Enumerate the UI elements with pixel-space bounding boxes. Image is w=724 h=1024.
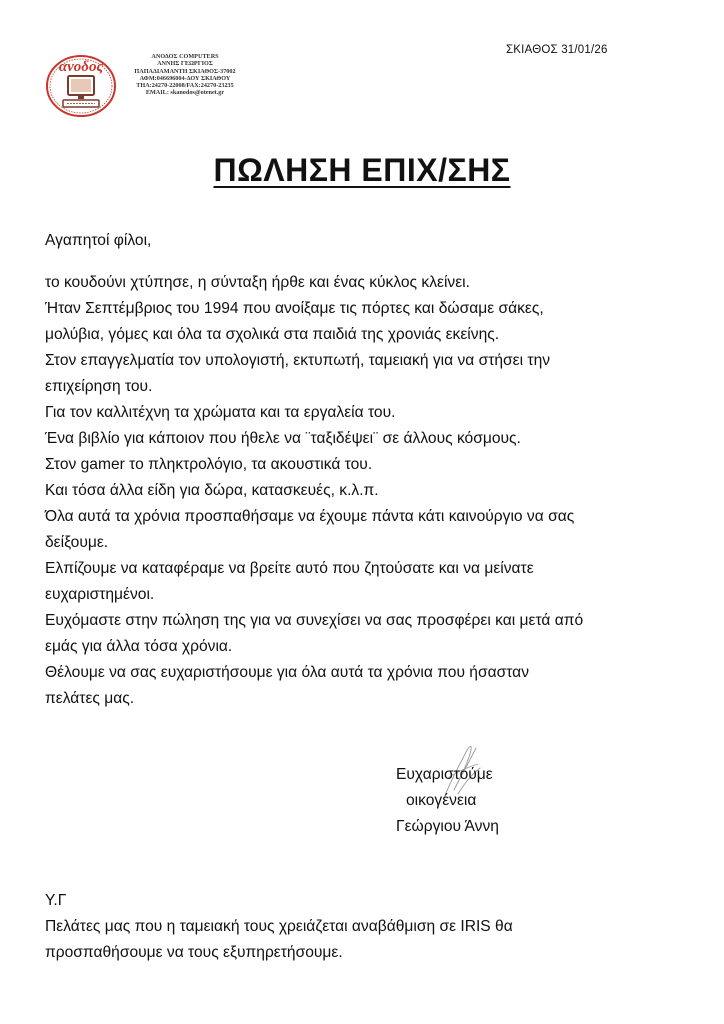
body-line: Όλα αυτά τα χρόνια προσπαθήσαμε να έχουμε πάντα κάτι καινούργιο να σας <box>45 508 575 525</box>
body-line: Ελπίζουμε να καταφέραμε να βρείτε αυτό που ζητούσατε και να μείνατε <box>45 560 534 577</box>
company-tax-id: ΑΦΜ:046696004-ΔΟΥ ΣΚΙΑΘΟΥ <box>139 74 231 82</box>
company-name: ΑΝΟΔΟΣ COMPUTERS <box>151 53 219 60</box>
body-line: Και τόσα άλλα είδη για δώρα, κατασκευές, κ.λ.π. <box>45 482 379 499</box>
company-address: ΠΑΠΑΔΙΑΜΑΝΤΗ ΣΚΙΑΘΟΣ-37002 <box>134 67 236 75</box>
body-line: Στον gamer το πληκτρολόγιο, τα ακουστικά του. <box>45 456 373 473</box>
company-owner: ΑΝΝΗΣ ΓΕΩΡΓΙΟΣ <box>157 60 213 68</box>
body-line: το κουδούνι χτύπησε, η σύνταξη ήρθε και ένας κύκλος κλείνει. <box>45 274 470 291</box>
signoff-thanks: Ευχαριστούμε <box>396 766 493 783</box>
body-line: πελάτες μας. <box>45 690 135 707</box>
logo-wordmark: ανοδος <box>58 59 104 75</box>
body-line: δείξουμε. <box>45 534 109 551</box>
postscript-label: Υ.Γ <box>45 892 67 909</box>
body-line: Στον επαγγελματία τον υπολογιστή, εκτυπωτή, ταμειακή για να στήσει την <box>45 352 551 369</box>
company-email: EMAIL: skanodos@otenet.gr <box>145 89 225 97</box>
greeting: Αγαπητοί φίλοι, <box>45 232 152 249</box>
signoff-family: οικογένεια <box>406 792 477 809</box>
body-line: Ένα βιβλίο για κάποιον που ήθελε να ¨ταξιδέψει¨ σε άλλους κόσμους. <box>45 430 521 447</box>
logo-screen <box>71 79 91 92</box>
body-line: εμάς για άλλα τόσα χρόνια. <box>45 638 233 655</box>
company-info <box>118 53 252 97</box>
body-line: Ήταν Σεπτέμβριος του 1994 που ανοίξαμε τις πόρτες και δώσαμε σάκες, <box>45 300 544 317</box>
body-line: Ευχόμαστε στην πώληση της για να συνεχίσει να σας προσφέρει και μετά από <box>45 612 584 629</box>
company-phone: ΤΗΛ:24270-22008/FAX:24270-23235 <box>136 82 234 90</box>
logo-stand <box>78 95 84 99</box>
body-line: μολύβια, γόμες και όλα τα σχολικά στα παιδιά της χρονιάς εκείνης. <box>45 326 500 343</box>
company-logo <box>44 52 118 118</box>
page-title: ΠΩΛΗΣΗ ΕΠΙΧ/ΣΗΣ <box>213 152 511 188</box>
postscript-line: προσπαθήσουμε να τους εξυπηρετήσουμε. <box>45 944 343 961</box>
body-line: ευχαριστημένοι. <box>45 586 155 603</box>
postscript-line: Πελάτες μας που η ταμειακή τους χρειάζεται αναβάθμιση σε IRIS θα <box>45 918 513 935</box>
body-line: Για τον καλλιτέχνη τα χρώματα και τα εργαλεία του. <box>45 404 396 421</box>
body-line: Θέλουμε να σας ευχαριστήσουμε για όλα αυτά τα χρόνια που ήσασταν <box>45 664 529 681</box>
body-line: επιχείρηση του. <box>45 378 153 395</box>
signoff-name: Γεώργιου Άννη <box>396 818 499 835</box>
document-date: ΣΚΙΑΘΟΣ 31/01/26 <box>506 44 608 56</box>
